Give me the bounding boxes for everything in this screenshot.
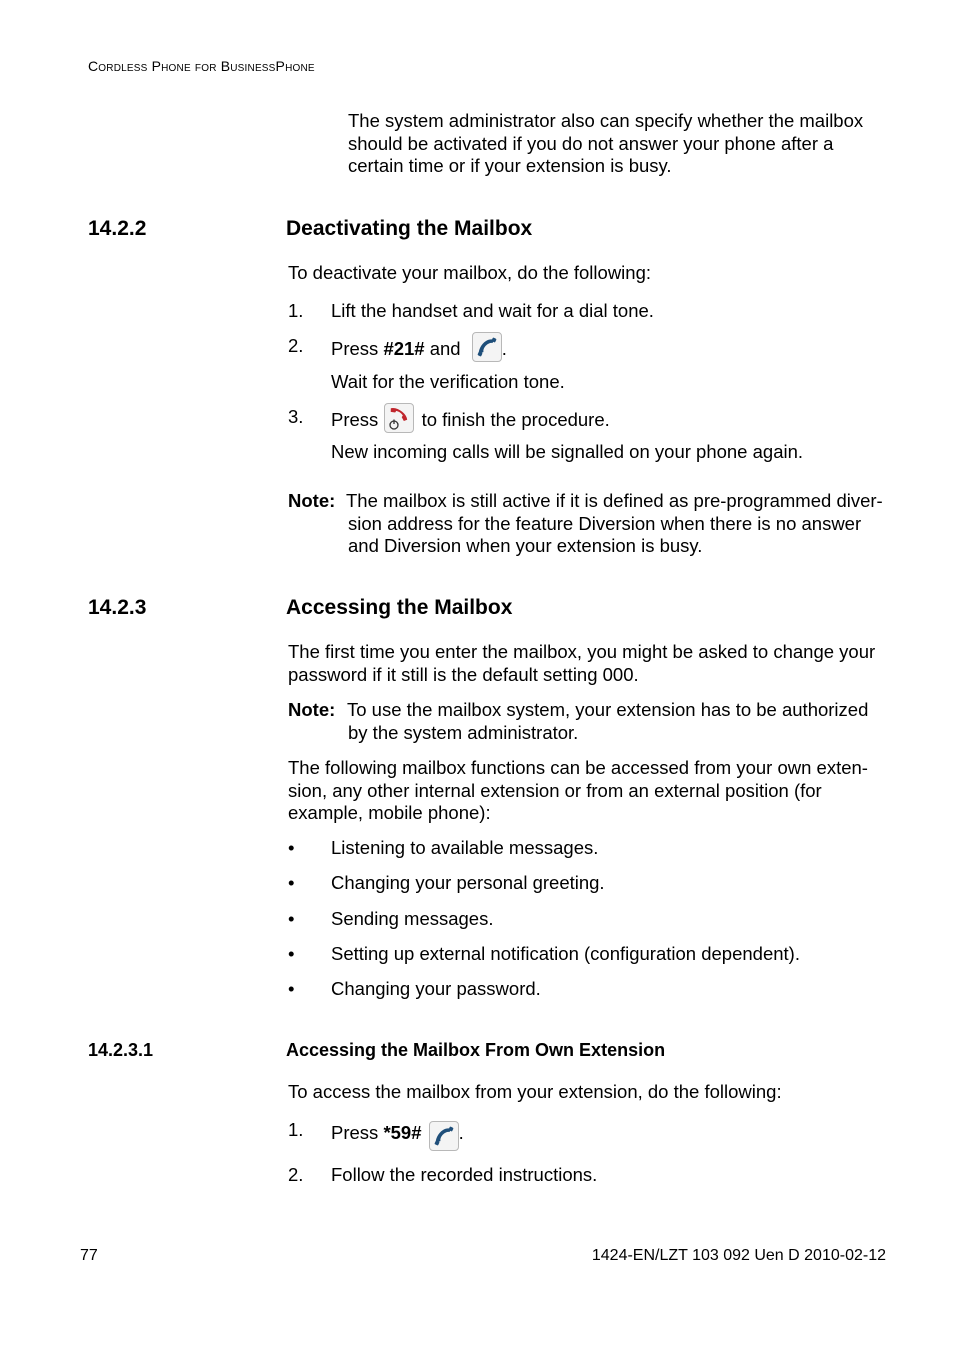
list-item: Setting up external notification (configuration dependent).	[331, 943, 800, 964]
bullet-marker: •	[288, 978, 295, 999]
step-end: .	[501, 337, 507, 359]
note-label: Note:	[288, 490, 336, 511]
text-line: should be activated if you do not answer your phone after a	[348, 132, 834, 154]
step-suffix: and	[424, 337, 461, 359]
on-hook-phone-icon	[384, 403, 414, 433]
text-line: sion address for the feature Diversion when there is no answer	[348, 512, 862, 534]
note-text	[346, 490, 883, 558]
document-id: 1424-EN/LZT 103 092 Uen D 2010-02-12	[591, 1247, 886, 1264]
list-item: Changing your password.	[331, 978, 541, 999]
off-hook-phone-icon	[429, 1121, 459, 1151]
text-line: The following mailbox functions can be accessed from your own exten-	[288, 757, 868, 778]
paragraph	[288, 757, 868, 825]
running-header: Cordless Phone for BusinessPhone	[88, 58, 315, 74]
paragraph	[288, 641, 875, 686]
key-sequence: *59#	[383, 1121, 422, 1143]
text-line: The mailbox is still active if it is defined as pre-programmed diver-	[346, 490, 883, 511]
bullet-marker: •	[288, 837, 295, 858]
step-note: Wait for the verification tone.	[331, 371, 565, 392]
subsection-number: 14.2.3.1	[88, 1040, 154, 1060]
text-line: The first time you enter the mailbox, you might be asked to change your	[288, 641, 876, 662]
note-label: Note:	[288, 699, 336, 720]
step-text	[331, 335, 507, 365]
section-title: Deactivating the Mailbox	[286, 217, 533, 240]
text-line: and Diversion when your extension is busy.	[348, 535, 703, 556]
page-number: 77	[80, 1247, 98, 1264]
step-number: 2.	[288, 335, 304, 356]
step-number: 2.	[288, 1164, 304, 1185]
step-number: 1.	[288, 1119, 304, 1140]
text-line: sion, any other internal extension or from an external position (for	[288, 779, 822, 801]
intro-paragraph	[348, 110, 863, 178]
text-line: by the system administrator.	[348, 721, 579, 743]
step-prefix: Press	[331, 408, 379, 430]
section-lead: To access the mailbox from your extension, do the following:	[288, 1081, 782, 1102]
bullet-marker: •	[288, 943, 295, 964]
text-line: example, mobile phone):	[288, 802, 491, 823]
key-sequence: #21#	[383, 337, 425, 359]
step-number: 3.	[288, 406, 304, 427]
step-number: 1.	[288, 300, 304, 321]
text-line: To use the mailbox system, your extension has to be authorized	[347, 699, 869, 720]
step-end: .	[458, 1121, 464, 1143]
step-text	[331, 406, 610, 436]
list-item: Changing your personal greeting.	[331, 872, 605, 893]
off-hook-phone-icon	[472, 332, 502, 362]
step-prefix: Press	[331, 1121, 384, 1143]
text-line: The system administrator also can specify whether the mailbox	[348, 110, 864, 131]
list-item: Sending messages.	[331, 908, 494, 929]
text-line: password if it still is the default setting 000.	[288, 663, 639, 685]
step-prefix: Press	[331, 337, 384, 359]
subsection-title: Accessing the Mailbox From Own Extension	[286, 1040, 666, 1060]
text-line: certain time or if your extension is busy.	[348, 155, 672, 176]
step-text	[331, 1119, 464, 1149]
step-suffix: to finish the procedure.	[421, 408, 610, 430]
bullet-marker: •	[288, 908, 295, 929]
section-number: 14.2.2	[88, 217, 147, 240]
step-text: Lift the handset and wait for a dial tone.	[331, 300, 654, 321]
section-number: 14.2.3	[88, 596, 147, 619]
note-text	[347, 699, 868, 744]
step-note: New incoming calls will be signalled on your phone again.	[331, 441, 804, 462]
bullet-marker: •	[288, 872, 295, 893]
section-title: Accessing the Mailbox	[286, 596, 513, 619]
section-lead: To deactivate your mailbox, do the following:	[288, 262, 652, 283]
list-item: Listening to available messages.	[331, 837, 599, 858]
step-text: Follow the recorded instructions.	[331, 1164, 598, 1185]
